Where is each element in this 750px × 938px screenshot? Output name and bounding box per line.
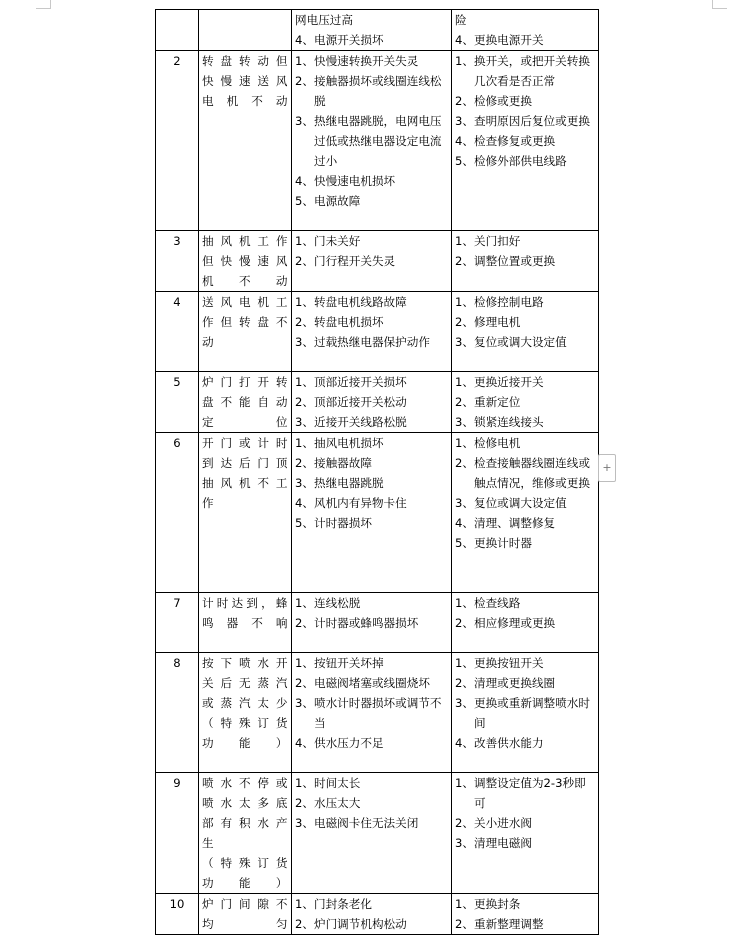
item-number: 4、 xyxy=(455,33,474,47)
row-number xyxy=(156,10,199,51)
item-text: 水压太大 xyxy=(313,796,361,810)
cause-item xyxy=(295,493,448,513)
item-number: 4、 xyxy=(295,174,314,188)
troubleshooting-table xyxy=(155,9,599,935)
item-number: 1、 xyxy=(295,776,314,790)
cause-item xyxy=(295,372,448,392)
table-row xyxy=(156,894,599,935)
item-text: 重新定位 xyxy=(473,395,521,409)
item-number: 2、 xyxy=(455,395,474,409)
cause-item xyxy=(295,392,448,412)
item-text: 顶部近接开关损坏 xyxy=(313,375,407,389)
item-number: 1、 xyxy=(455,234,474,248)
fix-item xyxy=(455,433,595,453)
fix-item xyxy=(455,673,595,693)
fix-item xyxy=(455,151,595,171)
item-text: 门封条老化 xyxy=(313,897,372,911)
symptom-line: 到达后门顶 xyxy=(202,456,288,470)
fix-item xyxy=(455,533,595,553)
item-number: 5、 xyxy=(295,194,314,208)
fix-item xyxy=(455,251,595,271)
fix-item xyxy=(455,693,595,733)
item-number: 1、 xyxy=(295,295,314,309)
cause-item xyxy=(295,673,448,693)
symptom-line: 炉门间隙不 xyxy=(202,897,288,911)
symptom-line: 机不动 xyxy=(202,274,288,288)
item-text: 调整设定值为2-3秒即可 xyxy=(473,776,586,810)
symptom-line: 生 xyxy=(202,836,215,850)
fix-item xyxy=(455,453,595,493)
fix-item xyxy=(455,51,595,91)
cause-item xyxy=(295,693,448,733)
symptom-line: 部有积水产 xyxy=(202,816,288,830)
cause-item xyxy=(295,894,448,914)
item-text: 检修外部供电线路 xyxy=(473,154,567,168)
item-text: 抽风电机损坏 xyxy=(313,436,384,450)
cause-item xyxy=(295,171,448,191)
item-text: 重新整理调整 xyxy=(473,917,544,931)
fix-cell xyxy=(452,773,599,894)
cause-cell xyxy=(292,10,452,51)
table-body xyxy=(156,10,599,935)
item-number: 2、 xyxy=(455,616,474,630)
item-text: 清理、调整修复 xyxy=(473,516,556,530)
fix-item xyxy=(455,613,595,633)
symptom-line: 但快慢速风 xyxy=(202,254,288,268)
cause-item xyxy=(295,473,448,493)
cause-item xyxy=(295,251,448,271)
cause-cell xyxy=(292,653,452,773)
item-number: 3、 xyxy=(455,696,474,710)
row-number: 6 xyxy=(156,433,199,593)
item-number: 1、 xyxy=(295,596,314,610)
symptom-line: 鸣器不响 xyxy=(202,616,288,630)
item-text: 调整位置或更换 xyxy=(473,254,556,268)
fix-item xyxy=(455,392,595,412)
item-text: 快慢速转换开关失灵 xyxy=(313,54,419,68)
item-text: 近接开关线路松脱 xyxy=(313,415,407,429)
item-text: 热继电器跳脱 xyxy=(313,476,384,490)
symptom-line: 或蒸汽太少 xyxy=(202,696,288,710)
row-number: 7 xyxy=(156,593,199,653)
item-number: 1、 xyxy=(295,54,314,68)
item-text: 险 xyxy=(455,13,467,27)
symptom-line: 计时达到，蜂 xyxy=(202,596,288,610)
fix-item xyxy=(455,813,595,833)
row-number: 2 xyxy=(156,51,199,231)
item-text: 检查修复或更换 xyxy=(473,134,556,148)
symptom-cell xyxy=(199,894,292,935)
item-number: 3、 xyxy=(455,415,474,429)
item-text: 复位或调大设定值 xyxy=(473,496,567,510)
item-text: 复位或调大设定值 xyxy=(473,335,567,349)
cause-item xyxy=(295,653,448,673)
row-number: 10 xyxy=(156,894,199,935)
symptom-cell xyxy=(199,231,292,292)
fix-item xyxy=(455,412,595,432)
fix-item xyxy=(455,653,595,673)
item-text: 快慢速电机损坏 xyxy=(313,174,396,188)
item-text: 连线松脱 xyxy=(313,596,361,610)
item-number: 1、 xyxy=(455,54,474,68)
fix-item xyxy=(455,292,595,312)
item-text: 门行程开关失灵 xyxy=(313,254,396,268)
symptom-line: 转盘转动但 xyxy=(202,54,288,68)
fix-item xyxy=(455,30,595,50)
item-text: 锁紧连线接头 xyxy=(473,415,544,429)
item-text: 更换封条 xyxy=(473,897,521,911)
item-text: 查明原因后复位或更换 xyxy=(473,114,590,128)
item-number: 2、 xyxy=(455,254,474,268)
cause-item xyxy=(295,433,448,453)
item-text: 清理电磁阀 xyxy=(473,836,532,850)
item-text: 电磁阀堵塞或线圈烧坏 xyxy=(313,676,430,690)
item-number: 2、 xyxy=(455,456,474,470)
item-number: 2、 xyxy=(295,917,314,931)
symptom-cell xyxy=(199,372,292,433)
item-number: 1、 xyxy=(295,436,314,450)
item-number: 5、 xyxy=(455,536,474,550)
cause-item xyxy=(295,793,448,813)
fix-item xyxy=(455,773,595,813)
fix-item xyxy=(455,312,595,332)
fix-cell xyxy=(452,10,599,51)
page-corner-mark-left xyxy=(36,0,51,9)
item-number: 2、 xyxy=(295,395,314,409)
fix-cell xyxy=(452,231,599,292)
item-text: 喷水计时器损坏或调节不当 xyxy=(313,696,442,730)
fix-item xyxy=(455,593,595,613)
item-number: 1、 xyxy=(455,776,474,790)
symptom-cell xyxy=(199,51,292,231)
symptom-line: 关后无蒸汽 xyxy=(202,676,288,690)
cause-item xyxy=(295,10,448,30)
symptom-line: 盘不能自动 xyxy=(202,395,288,409)
item-number: 3、 xyxy=(455,114,474,128)
fix-item xyxy=(455,10,595,30)
item-number: 4、 xyxy=(455,516,474,530)
symptom-line: 喷水太多底 xyxy=(202,796,288,810)
item-number: 4、 xyxy=(295,33,314,47)
item-number: 4、 xyxy=(295,496,314,510)
item-number: 1、 xyxy=(295,656,314,670)
symptom-line: （特殊订货 xyxy=(202,716,288,730)
table-row xyxy=(156,231,599,292)
cause-item xyxy=(295,613,448,633)
item-text: 换开关，或把开关转换几次看是否正常 xyxy=(473,54,590,88)
table-row xyxy=(156,51,599,231)
symptom-line: （特殊订货 xyxy=(202,856,288,870)
fix-cell xyxy=(452,51,599,231)
cause-item xyxy=(295,733,448,753)
item-text: 风机内有异物卡住 xyxy=(313,496,407,510)
item-number: 5、 xyxy=(295,516,314,530)
item-number: 2、 xyxy=(295,616,314,630)
table-row xyxy=(156,773,599,894)
cause-item xyxy=(295,453,448,473)
item-number: 2、 xyxy=(295,676,314,690)
item-text: 检查线路 xyxy=(473,596,521,610)
fix-item xyxy=(455,332,595,352)
item-text: 更换或重新调整喷水时间 xyxy=(473,696,590,730)
cause-item xyxy=(295,51,448,71)
fix-cell xyxy=(452,433,599,593)
item-text: 检修控制电路 xyxy=(473,295,544,309)
cause-cell xyxy=(292,231,452,292)
cause-item xyxy=(295,914,448,934)
symptom-line: 抽风机工作 xyxy=(202,234,288,248)
item-number: 2、 xyxy=(455,315,474,329)
item-text: 检修或更换 xyxy=(473,94,532,108)
fix-cell xyxy=(452,894,599,935)
item-text: 关门扣好 xyxy=(473,234,521,248)
fix-item xyxy=(455,493,595,513)
item-text: 更换近接开关 xyxy=(473,375,544,389)
symptom-line: 喷水不停或 xyxy=(202,776,288,790)
cause-cell xyxy=(292,593,452,653)
row-number: 4 xyxy=(156,292,199,372)
symptom-line: 功能） xyxy=(202,876,288,890)
fix-item xyxy=(455,131,595,151)
item-text: 门未关好 xyxy=(313,234,361,248)
symptom-line: 抽风机不工 xyxy=(202,476,288,490)
item-text: 热继电器跳脱，电网电压过低或热继电器设定电流过小 xyxy=(313,114,442,168)
row-number: 3 xyxy=(156,231,199,292)
symptom-cell xyxy=(199,292,292,372)
item-number: 1、 xyxy=(455,375,474,389)
item-number: 4、 xyxy=(455,736,474,750)
cause-item xyxy=(295,30,448,50)
cause-item xyxy=(295,111,448,171)
fix-item xyxy=(455,914,595,934)
symptom-line: 送风电机工 xyxy=(202,295,288,309)
item-number: 4、 xyxy=(455,134,474,148)
table-row xyxy=(156,653,599,773)
table-row xyxy=(156,433,599,593)
fix-item xyxy=(455,372,595,392)
item-number: 1、 xyxy=(295,234,314,248)
cause-item xyxy=(295,332,448,352)
item-text: 过载热继电器保护动作 xyxy=(313,335,430,349)
item-text: 更换电源开关 xyxy=(473,33,544,47)
item-text: 顶部近接开关松动 xyxy=(313,395,407,409)
cause-item xyxy=(295,412,448,432)
cause-item xyxy=(295,813,448,833)
row-number: 9 xyxy=(156,773,199,894)
item-number: 3、 xyxy=(295,415,314,429)
item-text: 更换按钮开关 xyxy=(473,656,544,670)
symptom-cell xyxy=(199,10,292,51)
item-text: 相应修理或更换 xyxy=(473,616,556,630)
table-row xyxy=(156,10,599,51)
item-number: 3、 xyxy=(295,696,314,710)
item-number: 2、 xyxy=(295,456,314,470)
table-row xyxy=(156,372,599,433)
add-column-handle[interactable] xyxy=(598,454,616,482)
item-text: 改善供水能力 xyxy=(473,736,544,750)
item-number: 3、 xyxy=(295,114,314,128)
symptom-line: 作但转盘不 xyxy=(202,315,288,329)
item-number: 2、 xyxy=(295,796,314,810)
cause-item xyxy=(295,292,448,312)
item-number: 2、 xyxy=(455,816,474,830)
symptom-cell xyxy=(199,773,292,894)
item-number: 1、 xyxy=(455,656,474,670)
table-row xyxy=(156,292,599,372)
cause-cell xyxy=(292,773,452,894)
item-text: 关小进水阀 xyxy=(473,816,532,830)
item-text: 接触器故障 xyxy=(313,456,372,470)
symptom-line: 均匀 xyxy=(202,917,288,931)
item-number: 4、 xyxy=(295,736,314,750)
cause-item xyxy=(295,191,448,211)
symptom-cell xyxy=(199,433,292,593)
fix-item xyxy=(455,833,595,853)
item-number: 5、 xyxy=(455,154,474,168)
cause-item xyxy=(295,513,448,533)
fix-cell xyxy=(452,292,599,372)
item-number: 3、 xyxy=(295,335,314,349)
item-number: 2、 xyxy=(455,917,474,931)
item-text: 供水压力不足 xyxy=(313,736,384,750)
item-text: 清理或更换线圈 xyxy=(473,676,556,690)
fix-item xyxy=(455,733,595,753)
item-text: 按钮开关坏掉 xyxy=(313,656,384,670)
fix-item xyxy=(455,91,595,111)
item-number: 3、 xyxy=(295,816,314,830)
cause-item xyxy=(295,231,448,251)
cause-cell xyxy=(292,433,452,593)
item-number: 2、 xyxy=(295,74,314,88)
item-number: 3、 xyxy=(455,496,474,510)
symptom-line: 炉门打开转 xyxy=(202,375,288,389)
item-number: 2、 xyxy=(455,94,474,108)
item-text: 电源开关损坏 xyxy=(313,33,384,47)
item-text: 检修电机 xyxy=(473,436,521,450)
row-number: 5 xyxy=(156,372,199,433)
symptom-line: 按下喷水开 xyxy=(202,656,288,670)
item-number: 1、 xyxy=(295,897,314,911)
item-number: 2、 xyxy=(295,315,314,329)
symptom-line: 动 xyxy=(202,335,215,349)
fix-item xyxy=(455,111,595,131)
symptom-cell xyxy=(199,593,292,653)
fix-item xyxy=(455,894,595,914)
item-number: 1、 xyxy=(455,897,474,911)
cause-item xyxy=(295,71,448,111)
symptom-line: 定位 xyxy=(202,415,288,429)
item-text: 炉门调节机构松动 xyxy=(313,917,407,931)
fix-item xyxy=(455,231,595,251)
item-text: 检查接触器线圈连线或触点情况，维修或更换 xyxy=(473,456,590,490)
item-number: 3、 xyxy=(455,836,474,850)
item-text: 电源故障 xyxy=(313,194,361,208)
cause-item xyxy=(295,593,448,613)
page-corner-mark-right xyxy=(712,0,727,9)
cause-item xyxy=(295,773,448,793)
item-text: 计时器损坏 xyxy=(313,516,372,530)
symptom-cell xyxy=(199,653,292,773)
item-number: 2、 xyxy=(295,254,314,268)
cause-cell xyxy=(292,372,452,433)
cause-cell xyxy=(292,51,452,231)
item-text: 网电压过高 xyxy=(295,13,353,27)
plus-icon: + xyxy=(602,461,612,474)
item-text: 更换计时器 xyxy=(473,536,532,550)
fix-cell xyxy=(452,653,599,773)
table-row xyxy=(156,593,599,653)
item-text: 接触器损坏或线圈连线松脱 xyxy=(313,74,442,108)
symptom-line: 快慢速送风 xyxy=(202,74,288,88)
row-number: 8 xyxy=(156,653,199,773)
symptom-line: 开门或计时 xyxy=(202,436,288,450)
item-text: 转盘电机线路故障 xyxy=(313,295,407,309)
item-number: 1、 xyxy=(455,596,474,610)
item-number: 1、 xyxy=(455,295,474,309)
item-number: 3、 xyxy=(455,335,474,349)
item-text: 计时器或蜂鸣器损坏 xyxy=(313,616,419,630)
cause-item xyxy=(295,312,448,332)
fix-cell xyxy=(452,593,599,653)
cause-cell xyxy=(292,292,452,372)
symptom-line: 作 xyxy=(202,496,215,510)
symptom-line: 功能） xyxy=(202,736,288,750)
item-text: 电磁阀卡住无法关闭 xyxy=(313,816,419,830)
cause-cell xyxy=(292,894,452,935)
fix-item xyxy=(455,513,595,533)
item-number: 1、 xyxy=(455,436,474,450)
item-text: 修理电机 xyxy=(473,315,521,329)
fix-cell xyxy=(452,372,599,433)
item-text: 时间太长 xyxy=(313,776,361,790)
item-number: 1、 xyxy=(295,375,314,389)
symptom-line: 电机不动 xyxy=(202,94,288,108)
item-number: 3、 xyxy=(295,476,314,490)
item-number: 2、 xyxy=(455,676,474,690)
item-text: 转盘电机损坏 xyxy=(313,315,384,329)
